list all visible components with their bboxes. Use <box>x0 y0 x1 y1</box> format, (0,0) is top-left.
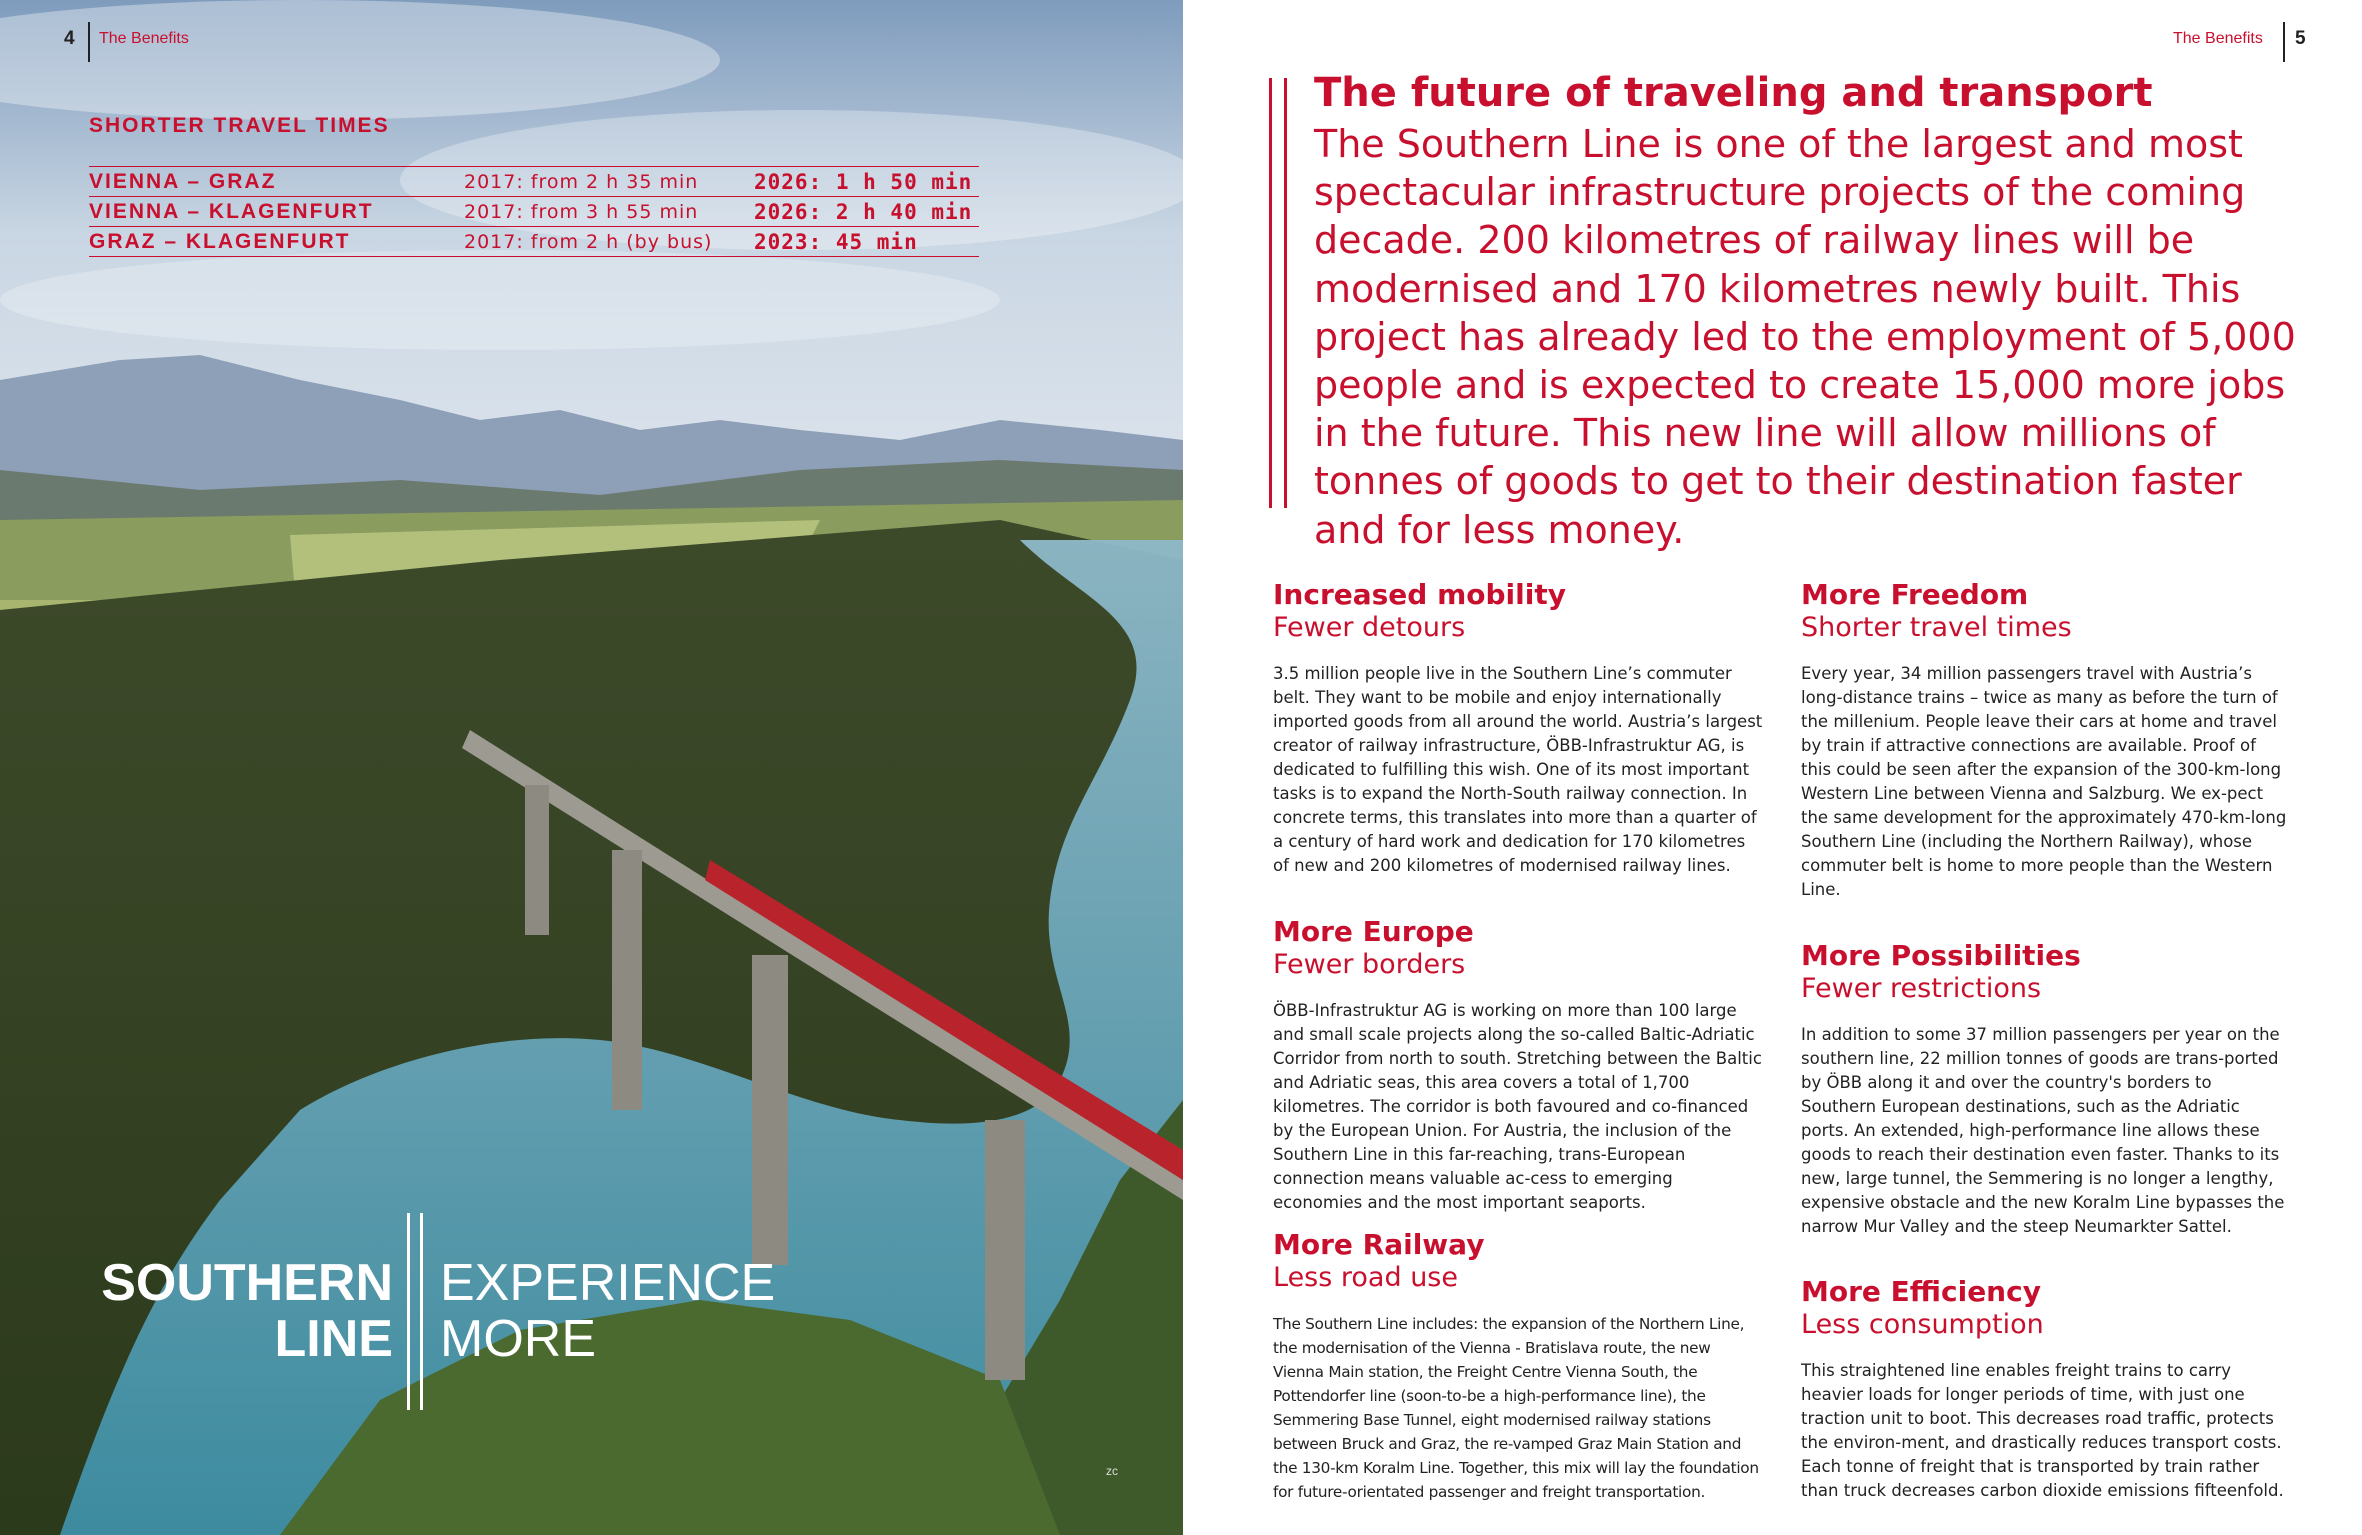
section-body: This straightened line enables freight trains to carry heavier loads for longer periods of time, with just one traction unit to boot. This decreases road traffic, protects the environ-ment, and drastically reduces transport costs. Each tonne of freight that is transported by train rather than truck decreases carbon dioxide emissions fifteenfold. <box>1801 1361 2284 1500</box>
table-row <box>89 197 979 227</box>
section-body: 3.5 million people live in the Southern Line’s commuter belt. They want to be mobile and enjoy internationally imported goods from all around the world. Austria’s largest creator of railway infrastructure, ÖBB-Infrastruktur AG, is dedicated to fulfilling this wish. One of its most important tasks is to expand the North-South railway connection. In concrete terms, this translates into more than a quarter of a century of hard work and dedication for 170 kilometres of new and 200 kilometres of modernised railway lines. <box>1273 664 1763 875</box>
section-increased-mobility <box>1273 578 1763 878</box>
section-body: Every year, 34 million passengers travel with Austria’s long-distance trains – twice as many as before the turn of the millenium. People leave their cars at home and travel by train if attractive connections are available. Proof of this could be seen after the expansion of the 300-km-long Western Line between Vienna and Salzburg. We ex-pect the same development for the approximately 470-km-long Southern Line (including the Northern Railway), whose commuter belt is home to more people than the Western Line. <box>1801 664 2287 899</box>
section-title: More Efficiency <box>1801 1275 2041 1308</box>
intro-text: The Southern Line is one of the largest and most spectacular infrastructure projects of the coming decade. 200 kilometres of railway lines will be modernised and 170 kilometres newly built. This project has already led to the employment of 5,000 people and is expected to create 15,000 more jobs in the future. This new line will allow millions of tonnes of goods to get to their destination faster and for less money. <box>1314 122 2296 552</box>
brand-name <box>101 1255 393 1367</box>
photo-credit: zc <box>1106 1464 1118 1478</box>
section-more-railway <box>1273 1228 1763 1504</box>
section-body: ÖBB-Infrastruktur AG is working on more than 100 large and small scale projects along the so-called Baltic-Adriatic Corridor from north to south. Stretching between the Baltic and Adriatic seas, this area covers a total of 1,700 kilometres. The corridor is both favoured and co-financed by the European Union. For Austria, the inclusion of the Southern Line in this far-reaching, trans-European connection means valuable ac-cess to emerging economies and the most important seaports. <box>1273 1001 1762 1212</box>
section-more-europe <box>1273 915 1763 1215</box>
page-number: 4 <box>64 28 75 49</box>
brand-slogan <box>440 1255 775 1367</box>
section-subtitle: Less road use <box>1273 1262 1458 1293</box>
right-page <box>1183 0 2362 1535</box>
before-time-cell: 2017: from 2 h 35 min <box>464 167 754 197</box>
table-row <box>89 167 979 197</box>
slogan-line-1: EXPERIENCE <box>440 1254 776 1312</box>
section-more-freedom <box>1801 578 2291 902</box>
section-label: The Benefits <box>99 30 189 47</box>
intro-heading: The future of traveling and transport <box>1314 70 2153 116</box>
section-title: More Railway <box>1273 1228 1485 1261</box>
brand-line-2: LINE <box>274 1310 393 1368</box>
section-more-possibilities <box>1801 939 2291 1239</box>
slogan-line-2: MORE <box>440 1310 596 1368</box>
brand-line-1: SOUTHERN <box>101 1254 393 1312</box>
route-cell: VIENNA – KLAGENFURT <box>89 197 464 227</box>
table-row <box>89 227 979 257</box>
travel-times-table <box>89 166 979 257</box>
section-subtitle: Shorter travel times <box>1801 612 2072 643</box>
page-number: 5 <box>2295 28 2306 49</box>
section-title: More Freedom <box>1801 578 2029 611</box>
section-title: More Europe <box>1273 915 1474 948</box>
before-time-cell: 2017: from 3 h 55 min <box>464 197 754 227</box>
page-number-divider <box>88 22 90 62</box>
page-number-divider <box>2283 22 2285 62</box>
section-more-efficiency <box>1801 1275 2291 1503</box>
after-time-cell: 2023: 45 min <box>754 227 979 257</box>
section-title: Increased mobility <box>1273 578 1566 611</box>
section-subtitle: Fewer borders <box>1273 949 1466 980</box>
intro-divider <box>1269 78 1287 508</box>
section-label: The Benefits <box>2173 30 2263 47</box>
section-subtitle: Fewer detours <box>1273 612 1466 643</box>
brand-divider <box>407 1213 423 1410</box>
section-body: The Southern Line includes: the expansion of the Northern Line, the modernisation of the Vienna - Bratislava route, the new Vienna Main station, the Freight Centre Vienna South, the Pottendorfer line (soon-to-be a high-performance line), the Semmering Base Tunnel, eight modernised railway stations between Bruck and Graz, the re-vamped Graz Main Station and the 130-km Koralm Line. Together, this mix will lay the foundation for future-orientated passenger and freight transportation. <box>1273 1315 1759 1501</box>
after-time-cell: 2026: 1 h 50 min <box>754 167 979 197</box>
before-time-cell: 2017: from 2 h (by bus) <box>464 227 754 257</box>
section-title: More Possibilities <box>1801 939 2081 972</box>
section-body: In addition to some 37 million passengers per year on the southern line, 22 million tonnes of goods are trans-ported by ÖBB along it and over the country's borders to Southern European destinations, such as the Adriatic ports. An extended, high-performance line allows these goods to reach their destination even faster. Thanks to its new, large tunnel, the Semmering is no longer a lengthy, expensive obstacle and the new Koralm Line bypasses the narrow Mur Valley and the steep Neumarkter Sattel. <box>1801 1025 2285 1236</box>
section-subtitle: Less consumption <box>1801 1309 2044 1340</box>
route-cell: VIENNA – GRAZ <box>89 167 464 197</box>
section-subtitle: Fewer restrictions <box>1801 973 2042 1004</box>
after-time-cell: 2026: 2 h 40 min <box>754 197 979 227</box>
travel-times-title: SHORTER TRAVEL TIMES <box>89 114 390 137</box>
route-cell: GRAZ – KLAGENFURT <box>89 227 464 257</box>
